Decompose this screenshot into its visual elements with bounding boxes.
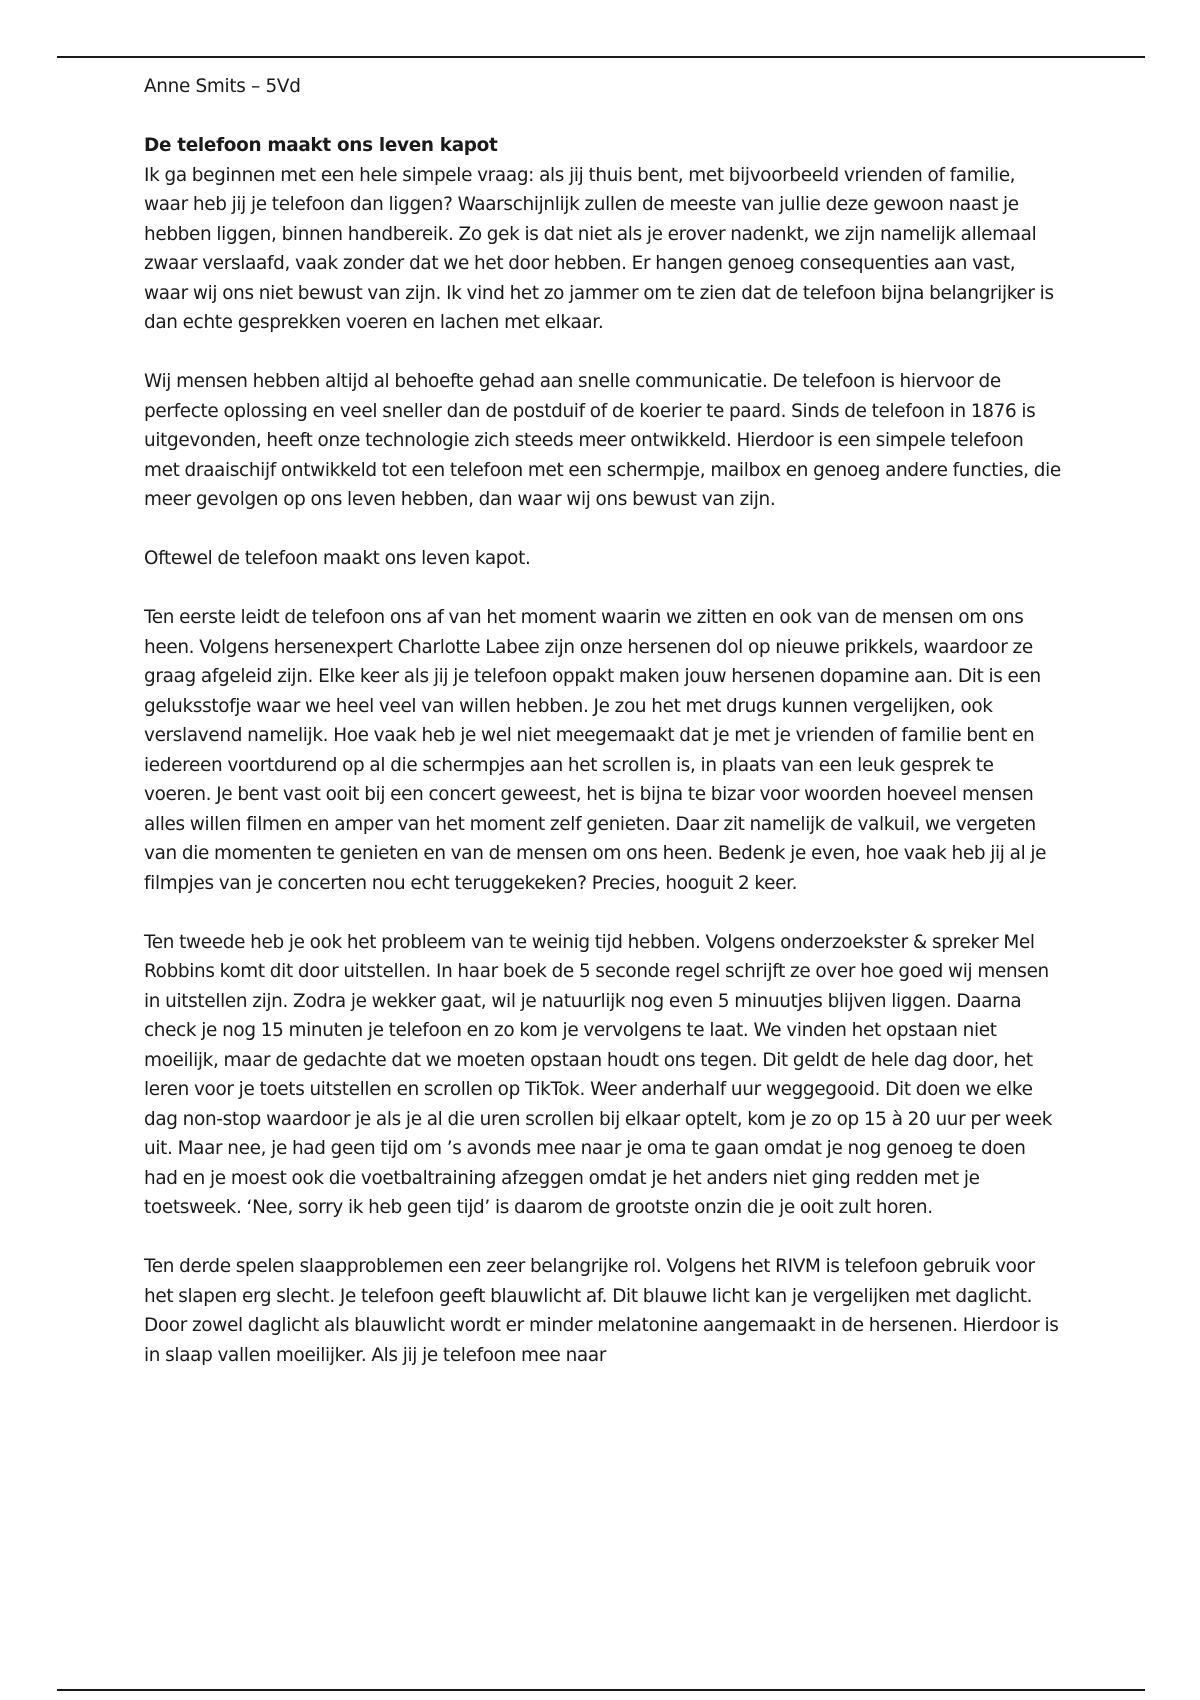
paragraph-argument-3: Ten derde spelen slaapproblemen een zeer belangrijke rol. Volgens het RIVM is telefoon gebruik voor het slapen erg slecht. Je telefoon geeft blauwlicht af. Dit blauwe licht kan je vergelijken met daglicht. Door zowel daglicht als blauwlicht wordt er minder melatonine aangemaakt in de hersenen. Hierdoor is in slaap vallen moeilijker. Als jij je telefoon mee naar (144, 1256, 1059, 1366)
author-line: Anne Smits – 5Vd (144, 76, 301, 97)
paragraph-thesis: Oftewel de telefoon maakt ons leven kapot. (144, 548, 531, 569)
document-page (144, 72, 1064, 1400)
paragraph-argument-2: Ten tweede heb je ook het probleem van te weinig tijd hebben. Volgens onderzoekster & spreker Mel Robbins komt dit door uitstellen. In haar boek de 5 seconde regel schrijft ze over hoe goed wij mensen in uitstellen zijn. Zodra je wekker gaat, wil je natuurlijk nog even 5 minuutjes blijven liggen. Daarna check je nog 15 minuten je telefoon en zo kom je vervolgens te laat. We vinden het opstaan niet moeilijk, maar de gedachte dat we moeten opstaan houdt ons tegen. Dit geldt de hele dag door, het leren voor je toets uitstellen en scrollen op TikTok. Weer anderhalf uur weggegooid. Dit doen we elke dag non-stop waardoor je als je al die uren scrollen bij elkaar optelt, kom je zo op 15 à 20 uur per week uit. Maar nee, je had geen tijd om ’s avonds mee naar je oma te gaan omdat je nog genoeg te doen had en je moest ook die voetbaltraining afzeggen omdat je het anders niet ging redden met je toetsweek. ‘Nee, sorry ik heb geen tijd’ is daarom de grootste onzin die je ooit zult horen. (144, 931, 1053, 1218)
essay-title: De telefoon maakt ons leven kapot (144, 135, 498, 156)
paragraph-history: Wij mensen hebben altijd al behoefte gehad aan snelle communicatie. De telefoon is hiervoor de perfecte oplossing en veel sneller dan de postduif of de koerier te paard. Sinds de telefoon in 1876 is uitgevonden, heeft onze technologie zich steeds meer ontwikkeld. Hierdoor is een simpele telefoon met draaischijf ontwikkeld tot een telefoon met een schermpje, mailbox en genoeg andere functies, die meer gevolgen op ons leven hebben, dan waar wij ons bewust van zijn. (144, 371, 1061, 510)
paragraph-intro: Ik ga beginnen met een hele simpele vraag: als jij thuis bent, met bijvoorbeeld vrienden of familie, waar heb jij je telefoon dan liggen? Waarschijnlijk zullen de meeste van jullie deze gewoon naast je hebben liggen, binnen handbereik. Zo gek is dat niet als je erover nadenkt, we zijn namelijk allemaal zwaar verslaafd, vaak zonder dat we het door hebben. Er hangen genoeg consequenties aan vast, waar wij ons niet bewust van zijn. Ik vind het zo jammer om te zien dat de telefoon bijna belangrijker is dan echte gesprekken voeren en lachen met elkaar. (144, 164, 1054, 333)
paragraph-argument-1: Ten eerste leidt de telefoon ons af van het moment waarin we zitten en ook van de mensen om ons heen. Volgens hersenexpert Charlotte Labee zijn onze hersenen dol op nieuwe prikkels, waardoor ze graag afgeleid zijn. Elke keer als jij je telefoon oppakt maken jouw hersenen dopamine aan. Dit is een geluksstofje waar we heel veel van willen hebben. Je zou het met drugs kunnen vergelijken, ook verslavend namelijk. Hoe vaak heb je wel niet meegemaakt dat je met je vrienden of familie bent en iedereen voortdurend op al die schermpjes aan het scrollen is, in plaats van een leuk gesprek te voeren. Je bent vast ooit bij een concert geweest, het is bijna te bizar voor woorden hoeveel mensen alles willen filmen en amper van het moment zelf genieten. Daar zit namelijk de valkuil, we vergeten van die momenten te genieten en van de mensen om ons heen. Bedenk je even, hoe vaak heb jij al je filmpjes van je concerten nou echt teruggekeken? Precies, hooguit 2 keer. (144, 607, 1047, 894)
header-rule (57, 56, 1145, 58)
footer-rule (57, 1689, 1145, 1691)
